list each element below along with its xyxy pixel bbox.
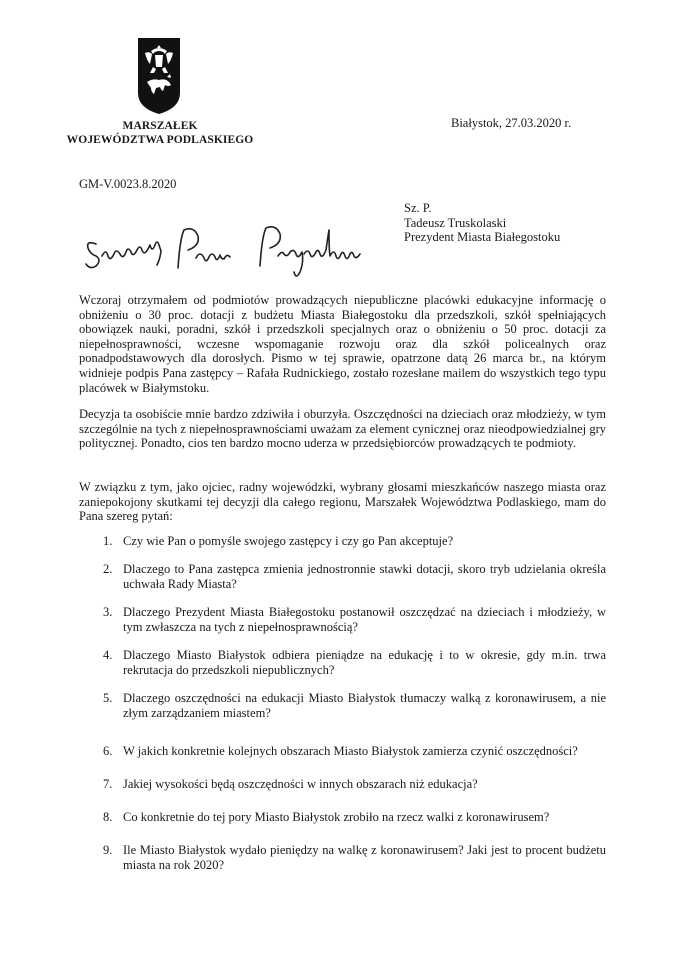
reference-number: GM-V.0023.8.2020 <box>79 177 177 191</box>
letter-date: Białystok, 27.03.2020 r. <box>451 116 572 130</box>
question-number: 6. <box>103 744 113 758</box>
question-text: W jakich konkretnie kolejnych obszarach Miasto Białystok zamierza czynić oszczędności? <box>123 744 578 758</box>
question-number: 2. <box>103 562 113 576</box>
handwritten-salutation <box>82 222 382 284</box>
question-number: 8. <box>103 810 113 824</box>
coat-of-arms-icon <box>137 37 181 115</box>
question-number: 1. <box>103 534 113 548</box>
question-number: 4. <box>103 648 113 662</box>
recipient-salutation: Sz. P. <box>404 201 432 215</box>
question-text: Dlaczego to Pana zastępca zmienia jednostronnie stawki dotacji, skoro tryb udzielania określa uchwała Rady Miasta? <box>123 562 606 591</box>
question-text: Dlaczego Miasto Białystok odbiera pieniądze na edukację i to w okresie, gdy m.in. trwa rekrutacja do przedszkoli niepublicznych? <box>123 648 606 677</box>
paragraph-2: Decyzja ta osobiście mnie bardzo zdziwiła i oburzyła. Oszczędności na dzieciach oraz młodzieży, w tym szczególnie na tych z niepełnosprawnościami uważam za element cynicznej oraz nieodpowiedzialnej gry politycznej. Ponadto, cios ten bardzo mocno uderza w przedsiębiorców prowadzących te podmioty. <box>79 407 606 451</box>
paragraph-3: W związku z tym, jako ojciec, radny wojewódzki, wybrany głosami mieszkańców naszego miasta oraz zaniepokojony skutkami tej decyzji dla całego regionu, Marszałek Województwa Podlaskiego, mam do Pana szereg pytań: <box>79 480 606 524</box>
recipient-title: Prezydent Miasta Białegostoku <box>404 230 561 244</box>
question-text: Ile Miasto Białystok wydało pieniędzy na walkę z koronawirusem? Jaki jest to procent budżetu miasta na rok 2020? <box>123 843 606 872</box>
question-number: 5. <box>103 691 113 705</box>
issuer-block <box>60 119 260 147</box>
question-number: 7. <box>103 777 113 791</box>
recipient-block <box>404 201 560 245</box>
question-number: 3. <box>103 605 113 619</box>
question-text: Czy wie Pan o pomyśle swojego zastępcy i czy go Pan akceptuje? <box>123 534 454 548</box>
question-number: 9. <box>103 843 113 857</box>
question-text: Jakiej wysokości będą oszczędności w innych obszarach niż edukacja? <box>123 777 478 791</box>
question-text: Dlaczego oszczędności na edukacji Miasto Białystok tłumaczy walką z koronawirusem, a nie złym zarządzaniem miastem? <box>123 691 606 720</box>
recipient-name: Tadeusz Truskolaski <box>404 215 507 230</box>
paragraph-1: Wczoraj otrzymałem od podmiotów prowadzących niepubliczne placówki edukacyjne informację o obniżeniu o 30 proc. dotacji z budżetu Miasta Białegostoku dla przedszkoli, szkół spełniających obowiązek nauki, poradni, szkół i przedszkoli specjalnych oraz o obniżeniu o 50 proc. dotacji za niepełnosprawności, wczesne wspomaganie rozwoju oraz dla szkół policealnych oraz ponadpodstawowych dla dorosłych. Pismo w tej sprawie, opatrzone datą 26 marca br., na którym widnieje podpis Pana zastępcy – Rafała Rudnickiego, zostało rozesłane mailem do wszystkich tego typu placówek w Białymstoku. <box>79 293 606 395</box>
issuer-title: MARSZAŁEK <box>122 120 198 132</box>
issuer-region: WOJEWÓDZTWA PODLASKIEGO <box>66 134 254 146</box>
question-text: Co konkretnie do tej pory Miasto Białystok zrobiło na rzecz walki z koronawirusem? <box>123 810 550 824</box>
question-text: Dlaczego Prezydent Miasta Białegostoku postanowił oszczędzać na dzieciach i młodzieży, w tym zwłaszcza na tych z niepełnosprawnością? <box>123 605 606 634</box>
